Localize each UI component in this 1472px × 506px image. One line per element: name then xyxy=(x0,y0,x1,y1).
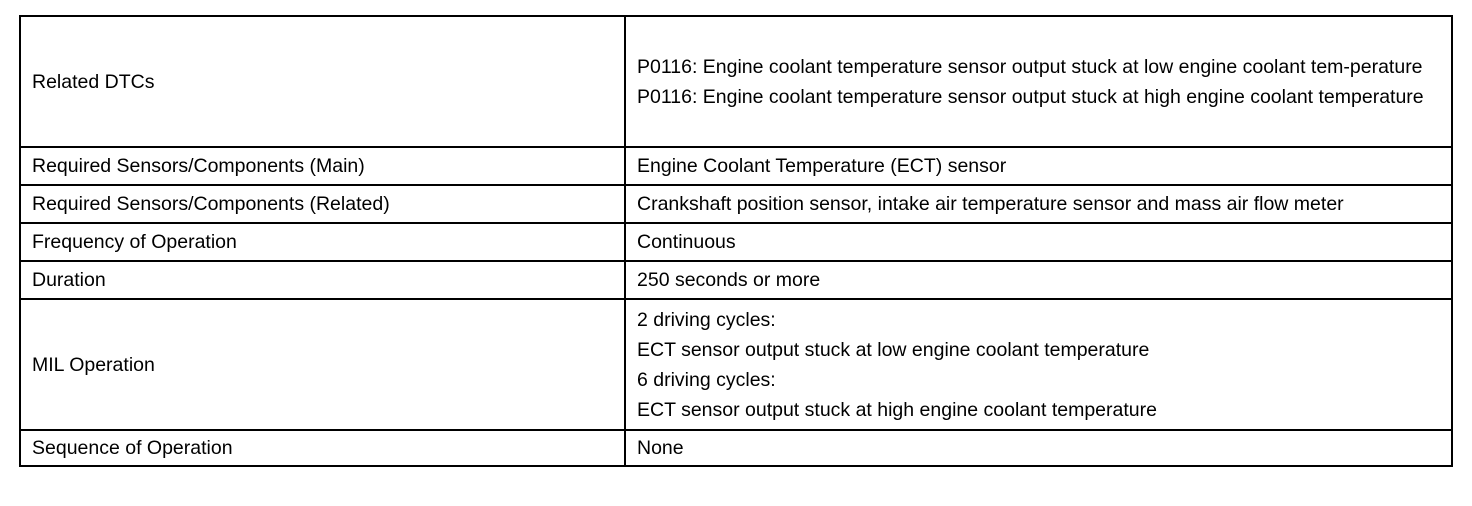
row-label: Duration xyxy=(20,261,625,299)
row-value: Continuous xyxy=(625,223,1452,261)
mil-low-condition-text: ECT sensor output stuck at low engine coolant temperature xyxy=(637,338,1150,361)
row-label: MIL Operation xyxy=(20,299,625,430)
table-row-duration xyxy=(20,261,1452,299)
table-row-related-dtcs xyxy=(20,16,1452,147)
row-value: Engine Coolant Temperature (ECT) sensor xyxy=(625,147,1452,185)
dtc-high-temp-text: P0116: Engine coolant temperature sensor output stuck at high engine coolant temperature xyxy=(637,85,1424,108)
dtc-low-temp-text: P0116: Engine coolant temperature sensor output stuck at low engine coolant tem-perature xyxy=(637,55,1423,78)
row-label: Required Sensors/Components (Main) xyxy=(20,147,625,185)
row-label: Related DTCs xyxy=(20,16,625,147)
table-row-sequence xyxy=(20,430,1452,466)
row-value xyxy=(625,299,1452,430)
row-label: Frequency of Operation xyxy=(20,223,625,261)
row-label: Required Sensors/Components (Related) xyxy=(20,185,625,223)
row-label: Sequence of Operation xyxy=(20,430,625,466)
row-value xyxy=(625,16,1452,147)
table-row-required-sensors-main xyxy=(20,147,1452,185)
mil-cycles-low-text: 2 driving cycles: xyxy=(637,308,776,331)
row-value: None xyxy=(625,430,1452,466)
table-row-frequency xyxy=(20,223,1452,261)
table-row-required-sensors-related xyxy=(20,185,1452,223)
row-value: Crankshaft position sensor, intake air temperature sensor and mass air flow meter xyxy=(625,185,1452,223)
row-value: 250 seconds or more xyxy=(625,261,1452,299)
mil-cycles-high-text: 6 driving cycles: xyxy=(637,368,776,391)
table-row-mil-operation xyxy=(20,299,1452,430)
mil-high-condition-text: ECT sensor output stuck at high engine coolant temperature xyxy=(637,398,1157,421)
monitor-description-table xyxy=(19,15,1453,467)
